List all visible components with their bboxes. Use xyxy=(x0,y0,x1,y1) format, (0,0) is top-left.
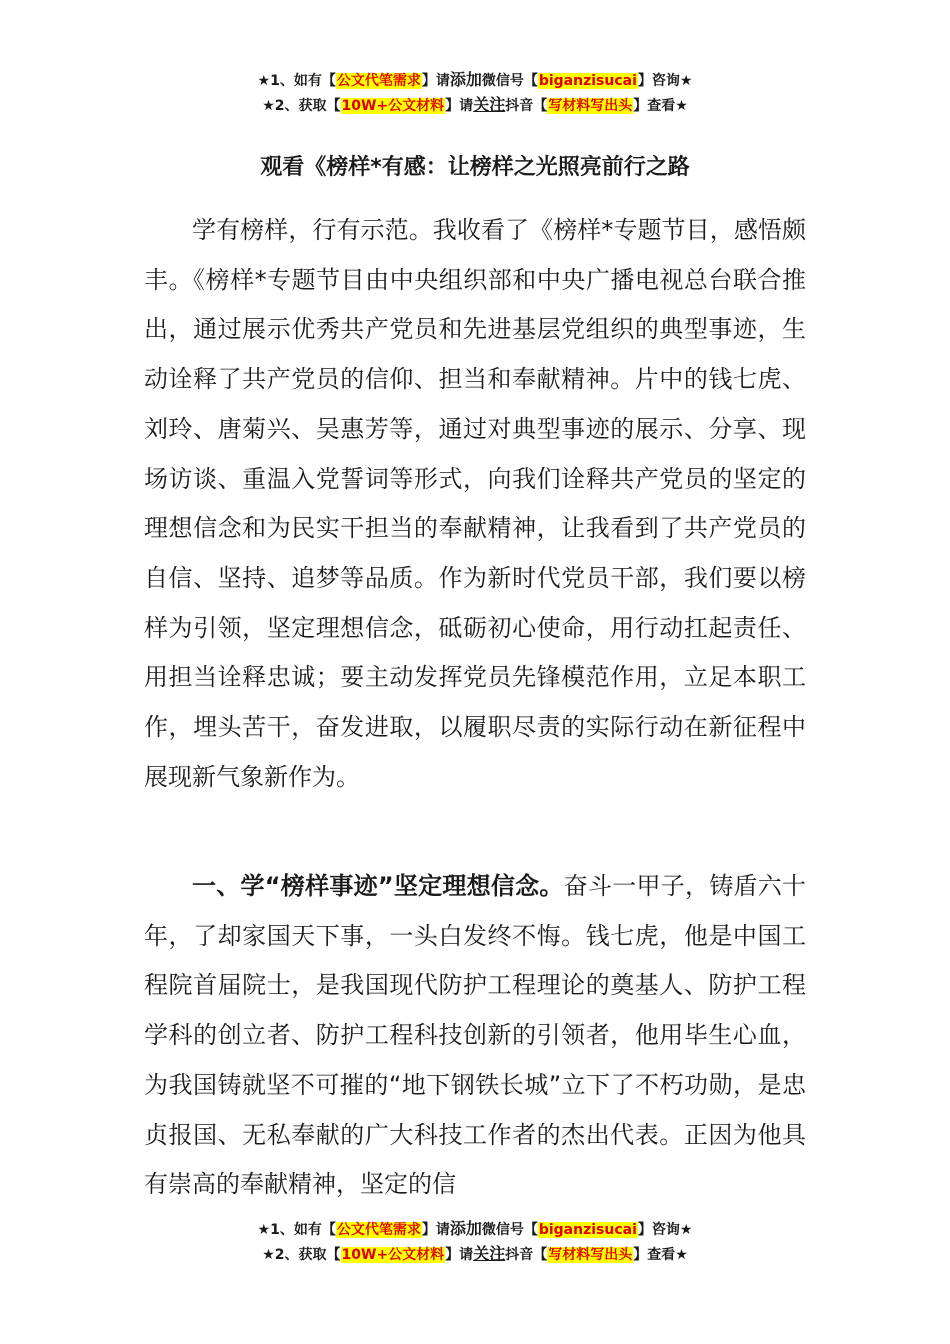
highlight-materials: 10W+公文材料 xyxy=(341,1247,445,1263)
banner-text: ★1、如有【 xyxy=(257,73,336,89)
banner-text: 】查看★ xyxy=(633,98,688,114)
paragraph-text: 奋斗一甲子，铸盾六十年，了却家国天下事，一头白发终不悔。钱七虎，他是中国工程院首届院士，是我国现代防护工程理论的奠基人、防护工程学科的创立者、防护工程科技创新的引领者，他用毕生心血，为我国铸就坚不可摧的“地下钢铁长城”立下了不朽功勋，是忠贞报国、无私奉献的广大科技工作者的杰出代表。正因为他具有崇高的奉献精神，坚定的信 xyxy=(144,872,807,1199)
banner-text: 抖音【 xyxy=(505,98,548,114)
paragraph-text: 学有榜样，行有示范。我收看了《榜样*专题节目，感悟颇丰。《榜样*专题节目由中央组织部和中央广播电视总台联合推出，通过展示优秀共产党员和先进基层党组织的典型事迹，生动诠释了共产党员的信仰、担当和奉献精神。片中的钱七虎、刘玲、唐菊兴、吴惠芳等，通过对典型事迹的展示、分享、现场访谈、重温入党誓词等形式，向我们诠释共产党员的坚定的理想信念和为民实干担当的奉献精神，让我看到了共产党员的自信、坚持、追梦等品质。作为新时代党员干部，我们要以榜样为引领，坚定理想信念，砥砺初心使命，用行动扛起责任、用担当诠释忠诚；要主动发挥党员先锋模范作用，立足本职工作，埋头苦干，奋发进取，以履职尽责的实际行动在新征程中展现新气象新作为。 xyxy=(144,216,806,791)
banner-emphasis: 添加 xyxy=(449,70,482,89)
highlight-materials: 10W+公文材料 xyxy=(341,98,445,114)
footer-banner xyxy=(0,1217,950,1267)
banner-text: 】请 xyxy=(421,73,450,89)
banner-text: 】查看★ xyxy=(633,1247,688,1263)
highlight-douyin: 写材料写出头 xyxy=(548,1247,633,1263)
banner-emphasis: 关注 xyxy=(473,1244,506,1263)
banner-text: 】请 xyxy=(421,1222,450,1238)
banner-text: 】请 xyxy=(445,1247,474,1263)
highlight-service: 公文代笔需求 xyxy=(336,73,421,89)
highlight-douyin: 写材料写出头 xyxy=(548,98,633,114)
banner-text: ★2、获取【 xyxy=(262,1247,341,1263)
banner-line-1 xyxy=(0,68,950,93)
banner-line-2 xyxy=(0,1242,950,1267)
banner-emphasis: 关注 xyxy=(473,95,506,114)
document-title: 观看《榜样*有感：让榜样之光照亮前行之路 xyxy=(260,155,690,180)
highlight-service: 公文代笔需求 xyxy=(336,1222,421,1238)
banner-text: 】咨询★ xyxy=(637,1222,693,1238)
paragraph-section-1 xyxy=(144,862,806,1210)
banner-line-2 xyxy=(0,93,950,118)
highlight-wechat-id: biganzisucai xyxy=(538,73,637,89)
banner-line-1 xyxy=(0,1217,950,1242)
banner-text: 】咨询★ xyxy=(637,73,693,89)
paragraph-intro xyxy=(144,206,806,802)
paragraph-body xyxy=(144,862,806,1210)
banner-text: 微信号【 xyxy=(481,73,538,89)
banner-text: ★2、获取【 xyxy=(262,98,341,114)
banner-text: 】请 xyxy=(445,98,474,114)
section-heading: 一、学“榜样事迹”坚定理想信念。 xyxy=(192,872,564,900)
banner-emphasis: 添加 xyxy=(449,1219,482,1238)
banner-text: 微信号【 xyxy=(481,1222,538,1238)
highlight-wechat-id: biganzisucai xyxy=(538,1222,637,1238)
banner-text: ★1、如有【 xyxy=(257,1222,336,1238)
banner-text: 抖音【 xyxy=(505,1247,548,1263)
header-banner xyxy=(0,68,950,118)
